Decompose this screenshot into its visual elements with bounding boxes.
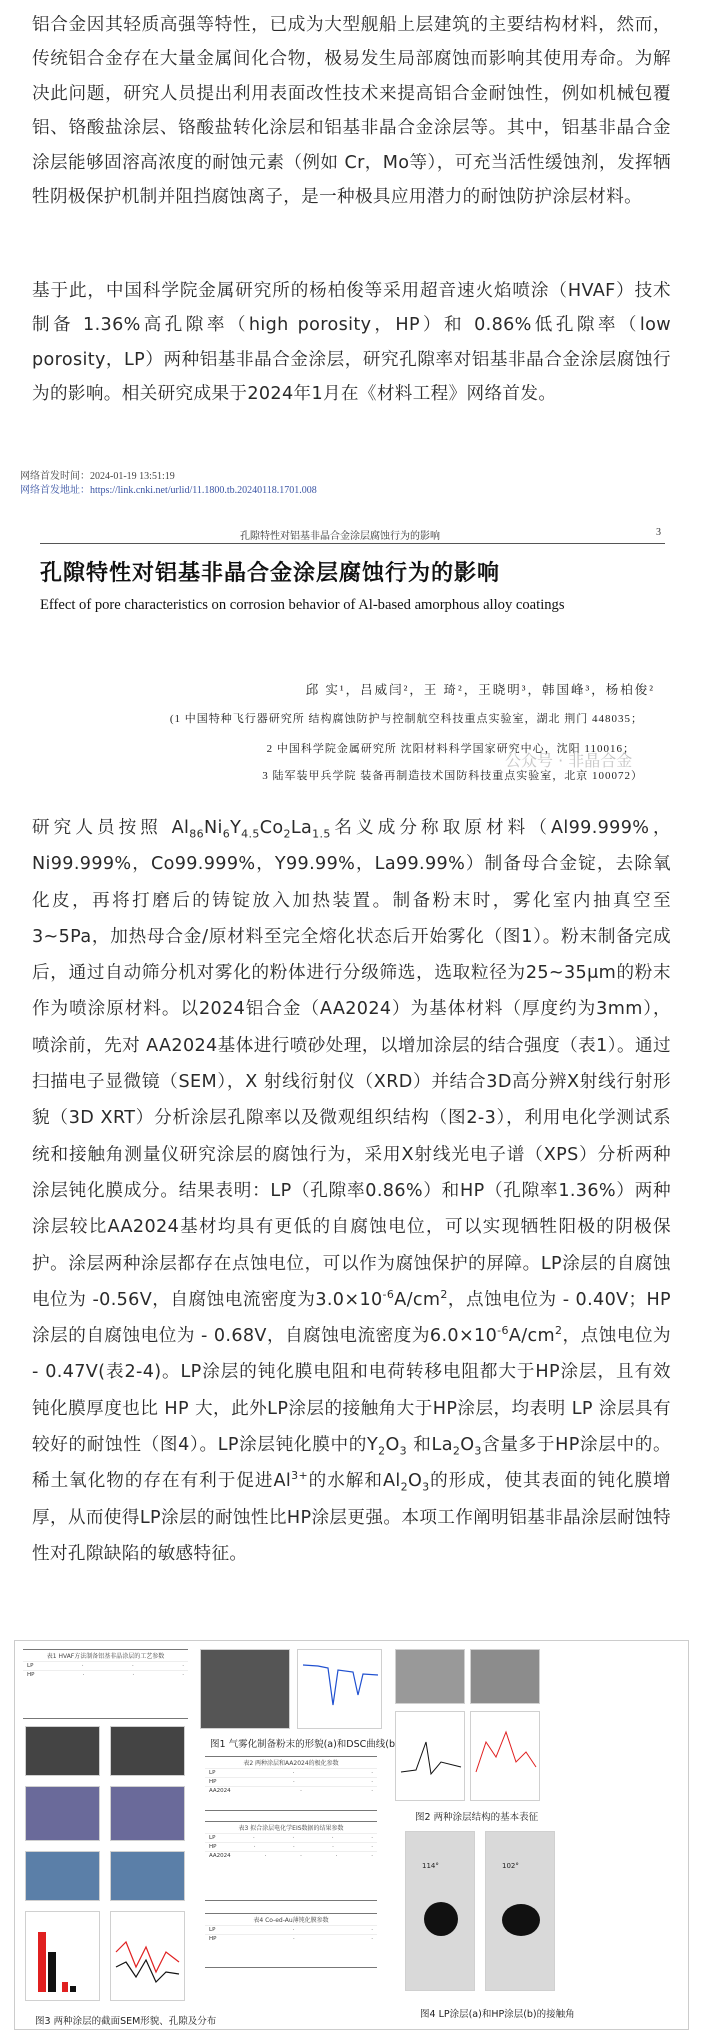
water-droplet (502, 1904, 540, 1936)
subscript: 3 (399, 1444, 408, 1458)
spectrum-plot (470, 1711, 540, 1801)
table-3: 表3 拟合涂层电化学EIS数据的结果参数 LP · · · · HP · · · · AA2024 · · · · (205, 1821, 377, 1901)
table-row-label: AA2024 (209, 1853, 231, 1859)
text-run: 的水解和Al (308, 1471, 401, 1492)
coating-cross-section-a (395, 1649, 465, 1704)
text-run: Ni (203, 818, 223, 838)
figure-1-caption: 图1 气雾化制备粉末的形貌(a)和DSC曲线(b) (210, 1739, 399, 1750)
subscript: 1.5 (312, 827, 331, 841)
table-row-label: HP (27, 1672, 35, 1678)
paper-title-english: Effect of pore characteristics on corrosion behavior of Al-based amorphous alloy coatings (40, 597, 565, 613)
dsc-line (303, 1665, 378, 1705)
subscript: 6 (222, 827, 231, 841)
composite-figure (14, 1640, 689, 2030)
water-droplet (424, 1902, 458, 1936)
text-run: 的形成，使其表面的钝化膜增厚，从而使得LP涂层的耐蚀性比HP涂层更强。本项工作阐明铝基非晶涂层耐蚀特性对孔隙缺陷的敏感特征。 (32, 1471, 671, 1564)
superscript: 2 (440, 1288, 448, 1301)
table-4: 表4 Co-ed-Au薄钝化膜参数 LP · · HP · · (205, 1913, 377, 1968)
contact-angle-lp (405, 1831, 475, 1991)
spectrum-line (476, 1732, 536, 1772)
subscript: 4.5 (241, 827, 260, 841)
text-run: A/cm (394, 1289, 441, 1310)
paper-title: 孔隙特性对铝基非晶合金涂层腐蚀行为的影响 (40, 561, 501, 586)
table-row-label: LP (209, 1927, 216, 1933)
subscript: 3 (474, 1444, 482, 1458)
table-row-label: HP (209, 1844, 217, 1850)
pore-3d-render-lp (25, 1786, 100, 1841)
pore-size-histogram (25, 1911, 100, 2001)
pore-distribution-lp (25, 1851, 100, 1901)
table-2-title: 表2 两种涂层和AA2024的极化参数 (243, 1760, 339, 1767)
curve-lp (116, 1942, 179, 1972)
superscript: 2 (555, 1324, 563, 1338)
sem-cross-section-hp (110, 1726, 185, 1776)
text-run: O (385, 1435, 400, 1456)
affiliation-3: 3 陆军装甲兵学院 装备再制造技术国防科技重点实验室，北京 100072） (262, 770, 643, 782)
figure-4-caption: 图4 LP涂层(a)和HP涂层(b)的接触角 (420, 2009, 575, 2020)
body-paragraph (32, 810, 671, 1572)
text-run: ，点蚀电位为 - 0.40V；HP涂层的自腐蚀电位为 - 0.68V，自腐蚀电流密度为6.0×10 (32, 1289, 671, 1347)
text-run: Co (259, 818, 284, 838)
powder-sem-image (200, 1649, 290, 1729)
table-3-title: 表3 拟合涂层电化学EIS数据的结果参数 (238, 1825, 344, 1832)
subscript: 3 (422, 1480, 430, 1494)
text-run: ，点蚀电位为 - 0.47V(表2-4)。LP涂层的钝化膜电阻和电荷转移电阻都大于HP涂层，且有效钝化膜厚度也比 HP 大，此外LP涂层的接触角大于HP涂层，均表明 LP 涂层具有较好的耐蚀性（图4）。LP涂层钝化膜中的Y (32, 1326, 671, 1456)
table-row-label: HP (209, 1936, 217, 1942)
intro-paragraph-1: 铝合金因其轻质高强等特性，已成为大型舰船上层建筑的主要结构材料，然而，传统铝合金存在大量金属间化合物，极易发生局部腐蚀而影响其使用寿命。为解决此问题，研究人员提出利用表面改性技术来提高铝合金耐蚀性，例如机械包覆铝、铬酸盐涂层、铬酸盐转化涂层和铝基非晶合金涂层等。其中，铝基非晶合金涂层能够固溶高浓度的耐蚀元素（例如 Cr，Mo等），可充当活性缓蚀剂，发挥牺牲阴极保护机制并阻挡腐蚀离子，是一种极具应用潜力的耐蚀防护涂层材料。 (32, 15, 671, 208)
subscript: 2 (283, 827, 291, 841)
superscript: -6 (497, 1324, 509, 1338)
publication-meta (20, 470, 317, 498)
paper-authors: 邱 实¹，吕威闫²，王 琦²，王晓明³，韩国峰³，杨柏俊² (305, 683, 655, 697)
histogram-bar-lp (38, 1932, 46, 1992)
table-row-label: LP (27, 1663, 34, 1669)
angle-value-hp: 102° (502, 1862, 519, 1870)
text-run: 名义成分称取原材料（Al99.999%，Ni99.999%，Co99.999%，Y99.99%，La99.99%）制备母合金锭，去除氧化皮，再将打磨后的铸锭放入加热装置。制备粉末时，雾化室内抽真空至3~5Pa，加热母合金/原材料至完全熔化状态后开始雾化（图1）。粉末制备完成后，通过自动筛分机对雾化的粉体进行分级筛选，选取粒径为25~35μm的粉末作为喷涂原材料。以2024铝合金（AA2024）为基体材料（厚度约为3mm），喷涂前，先对 AA2024基体进行喷砂处理，以增加涂层的结合强度（表1）。通过扫描电子显微镜（SEM），X 射线衍射仪（XRD）并结合3D高分辨X射线行射形貌（3D XRT）分析涂层孔隙率以及微观组织结构（图2-3），利用电化学测试系统和接触角测量仪研究涂层的腐蚀行为，采用X射线光电子谱（XPS）分析两种涂层钝化膜成分。结果表明：LP（孔隙率0.86%）和HP（孔隙率1.36%）两种涂层较比AA2024基材均具有更低的自腐蚀电位，可以实现牺牲阳极的阴极保护。涂层两种涂层都存在点蚀电位，可以作为腐蚀保护的屏障。LP涂层的自腐蚀电位为 -0.56V，自腐蚀电流密度为3.0×10 (32, 818, 672, 1310)
intro-paragraph-2: 基于此，中国科学院金属研究所的杨柏俊等采用超音速火焰喷涂（HVAF）技术制备 1.36%高孔隙率（high porosity，HP）和 0.86%低孔隙率（low porosity，LP）两种铝基非晶合金涂层，研究孔隙率对铝基非晶合金涂层腐蚀行为的影响。相关研究成果于2024年1月在《材料工程》网络首发。 (32, 281, 671, 405)
subscript: 2 (452, 1444, 461, 1458)
text-run: 和La (407, 1435, 453, 1456)
curve-hp (116, 1960, 179, 1982)
running-head (40, 527, 665, 544)
running-head-title: 孔隙特性对铝基非晶合金涂层腐蚀行为的影响 (240, 531, 440, 542)
dsc-curve (297, 1649, 382, 1729)
table-1: 表1 HVAF方法制备铝基非晶涂层的工艺参数 LP · · · HP · · · (23, 1649, 188, 1719)
text-run: 含量多于HP涂层中的。稀土氧化物的存在有利于促进Al (32, 1435, 671, 1492)
affiliation-1: (1 中国特种飞行器研究所 结构腐蚀防护与控制航空科技重点实验室，湖北 荆门 448035； (169, 713, 643, 725)
text-run: O (407, 1471, 423, 1492)
subscript: 2 (400, 1480, 408, 1494)
coating-cross-section-b (470, 1649, 540, 1704)
superscript: -6 (382, 1288, 395, 1301)
figure-2-caption: 图2 两种涂层结构的基本表征 (415, 1812, 539, 1823)
page-number: 3 (656, 527, 661, 538)
sem-cross-section-lp (25, 1726, 100, 1776)
text-run: 研究人员按照 Al (32, 818, 190, 838)
table-row-label: LP (209, 1770, 216, 1776)
figure-3-caption: 图3 两种涂层的截面SEM形貌、孔隙及分布 (35, 2016, 217, 2027)
xrd-pattern (395, 1711, 465, 1801)
affiliation-2: 2 中国科学院金属研究所 沈阳材料科学国家研究中心，沈阳 110016； (266, 743, 635, 755)
table-2: 表2 两种涂层和AA2024的极化参数 LP · · HP · · AA2024 · · (205, 1756, 377, 1811)
text-run: Y (230, 818, 242, 838)
table-row-label: AA2024 (209, 1788, 231, 1794)
table-row-label: HP (209, 1779, 217, 1785)
text-run: O (460, 1435, 475, 1456)
subscript: 86 (189, 827, 204, 841)
text-run: A/cm (508, 1326, 555, 1347)
table-4-title: 表4 Co-ed-Au薄钝化膜参数 (253, 1917, 329, 1924)
histogram-bar-hp (70, 1986, 76, 1992)
contact-angle-hp (485, 1831, 555, 1991)
wechat-watermark: 公众号 · 非晶合金 (505, 751, 633, 770)
pore-3d-render-hp (110, 1786, 185, 1841)
superscript: 3+ (291, 1469, 309, 1483)
publish-time: 网络首发时间：2024-01-19 13:51:19 (20, 471, 175, 482)
angle-value-lp: 114° (422, 1862, 439, 1870)
text-run: La (290, 818, 313, 838)
table-1-title: 表1 HVAF方法制备铝基非晶涂层的工艺参数 (46, 1653, 165, 1660)
xrd-line (401, 1742, 461, 1774)
pore-depth-curve (110, 1911, 185, 2001)
histogram-bar-hp (48, 1952, 56, 1992)
subscript: 2 (378, 1444, 386, 1458)
histogram-bar-lp (62, 1982, 68, 1992)
table-row-label: LP (209, 1835, 216, 1841)
pore-distribution-hp (110, 1851, 185, 1901)
publish-url[interactable]: 网络首发地址：https://link.cnki.net/urlid/11.1800.tb.20240118.1701.008 (20, 485, 317, 496)
